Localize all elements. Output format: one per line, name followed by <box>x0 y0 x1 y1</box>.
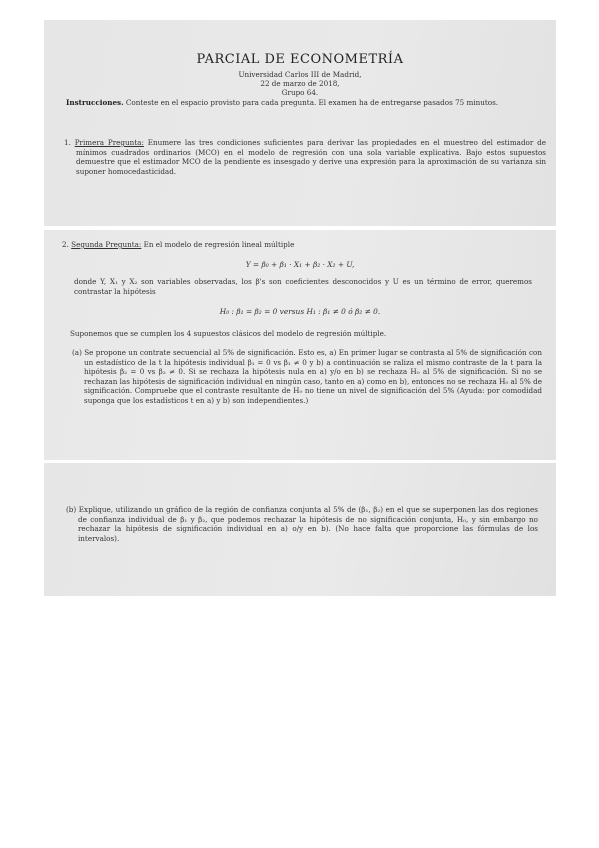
q2-number: 2. <box>62 240 69 249</box>
part-a: (a) Se propone un contrate secuencial al 5% de significación. Esto es, a) En primer lugar se contrasta al 5% de significación con un estadístico de la t la hipótesis individual β₁ = 0 vs β₁ ≠ 0 y b) a continuación se raliza el mismo contraste de la t para la hipótesis β₂ = 0 vs β₂ ≠ 0. Si se rechaza la hipótesis nula en a) y/o en b) se rechaza H₀ al 5% de significación. Si no se rechazan las hipótesis de significación individual en ningún caso, tanto en a) como en b), entonces no se rechaza H₀ al 5% de significación. Compruebe que el contraste resultante de H₀ no tiene un nivel de significación del 5% (Ayuda: por comodidad suponga que los estadísticos t en a) y b) son independientes.) <box>72 348 542 405</box>
photo-part-b <box>44 463 556 596</box>
model-equation: Y = β₀ + β₁ · X₁ + β₂ · X₂ + U, <box>245 260 355 269</box>
photo-header-q1 <box>44 20 556 226</box>
part-b: (b) Explique, utilizando un gráfico de la región de confianza conjunta al 5% de (β₁, β₂) en el que se superponen las dos regiones de confianza individual de β₁ y β₂, que podemos rechazar la hipótesis de no significación conjunta, H₀, y sin embargo no rechazar la hipótesis de significación individual en a) o/y en b). (No hace falta que proporcione las fórmulas de los intervalos). <box>66 505 538 543</box>
exam-title: PARCIAL DE ECONOMETRÍA <box>196 52 404 67</box>
q2-label: Segunda Pregunta: <box>71 240 142 249</box>
exam-date: 22 de marzo de 2018, <box>260 79 340 88</box>
instructions <box>66 98 536 108</box>
q1-number: 1. <box>64 138 71 147</box>
hypothesis-equation: H₀ : β₁ = β₂ = 0 versus H₁ : β₁ ≠ 0 ó β₂ ≠ 0. <box>219 307 381 316</box>
photo-q2 <box>44 230 556 460</box>
question-1 <box>64 138 546 176</box>
q2-intro: En el modelo de regresión lineal múltiple <box>143 240 295 249</box>
assumption-text: Suponemos que se cumplen los 4 supuestos clásicos del modelo de regresión múltiple. <box>70 329 387 338</box>
q1-label: Primera Pregunta: <box>74 138 144 147</box>
variables-description: donde Y, X₁ y X₂ son variables observadas, los β's son coeficientes desconocidos y U es un término de error, queremos contrastar la hipótesis <box>74 277 532 296</box>
q1-text: Enumere las tres condiciones suficientes para derivar las propiedades en el muestreo del estimador de mínimos cuadrados ordinarios (MCO) en el modelo de regresión con una sola variable explicativa. Bajo estos supuestos demuestre que el estimador MCO de la pendiente es insesgado y derive una expresión para la aproximación de su varianza sin suponer homocedasticidad. <box>76 138 546 176</box>
question-2-intro <box>62 240 532 250</box>
instructions-text: Conteste en el espacio provisto para cada pregunta. El examen ha de entregarse pasados 75 minutos. <box>125 98 499 107</box>
instructions-label: Instrucciones. <box>66 98 124 107</box>
group: Grupo 64. <box>281 88 319 97</box>
university: Universidad Carlos III de Madrid, <box>238 70 362 79</box>
